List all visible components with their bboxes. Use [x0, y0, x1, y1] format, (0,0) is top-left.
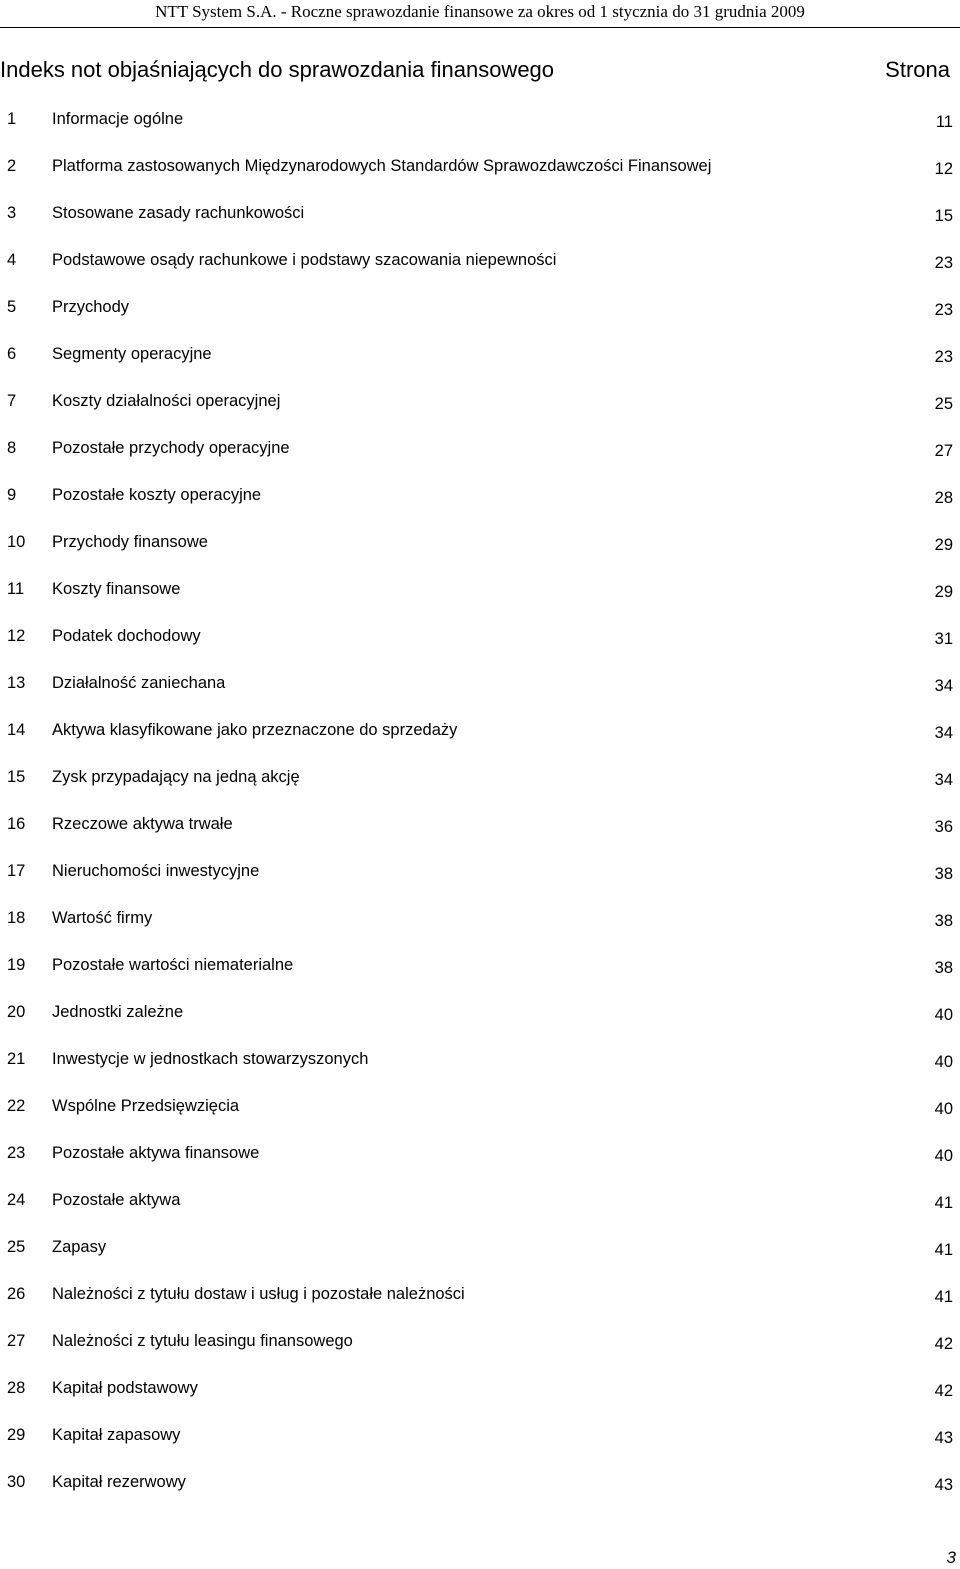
note-title: Kapitał podstawowy	[52, 1379, 198, 1397]
note-title: Przychody	[52, 298, 130, 316]
note-page-number: 40	[934, 1053, 953, 1071]
index-row[interactable]	[0, 671, 960, 718]
note-title: Działalność zaniechana	[52, 674, 226, 692]
index-row[interactable]	[0, 812, 960, 859]
note-number: 27	[7, 1332, 26, 1350]
note-title: Zysk przypadający na jedną akcję	[52, 768, 300, 786]
note-page-number: 23	[934, 301, 953, 319]
note-page-number: 34	[934, 724, 953, 742]
note-page-number: 15	[934, 207, 953, 225]
index-row[interactable]	[0, 154, 960, 201]
index-row[interactable]	[0, 1047, 960, 1094]
note-title: Platforma zastosowanych Międzynarodowych Standardów Sprawozdawczości Finansowej	[52, 157, 712, 175]
note-page-number: 40	[934, 1100, 953, 1118]
note-number: 18	[7, 909, 26, 927]
note-page-number: 36	[934, 818, 953, 836]
note-page-number: 12	[934, 160, 953, 178]
note-page-number: 43	[934, 1429, 953, 1447]
index-row[interactable]	[0, 1188, 960, 1235]
note-title: Rzeczowe aktywa trwałe	[52, 815, 233, 833]
note-number: 19	[7, 956, 26, 974]
note-title: Koszty finansowe	[52, 580, 181, 598]
note-title: Inwestycje w jednostkach stowarzyszonych	[52, 1050, 369, 1068]
index-title: Indeks not objaśniających do sprawozdania finansowego	[0, 57, 555, 82]
index-row[interactable]	[0, 859, 960, 906]
index-row[interactable]	[0, 1235, 960, 1282]
note-page-number: 41	[934, 1194, 953, 1212]
note-number: 15	[7, 768, 26, 786]
index-row[interactable]	[0, 342, 960, 389]
note-page-number: 42	[934, 1335, 953, 1353]
note-page-number: 40	[934, 1006, 953, 1024]
note-page-number: 29	[934, 536, 953, 554]
note-page-number: 29	[934, 583, 953, 601]
note-number: 29	[7, 1426, 26, 1444]
note-number: 28	[7, 1379, 26, 1397]
note-number: 16	[7, 815, 26, 833]
note-title: Pozostałe aktywa	[52, 1191, 181, 1209]
note-page-number: 38	[934, 912, 953, 930]
note-number: 24	[7, 1191, 26, 1209]
note-page-number: 41	[934, 1241, 953, 1259]
note-title: Kapitał rezerwowy	[52, 1473, 186, 1491]
note-title: Informacje ogólne	[52, 110, 184, 128]
note-page-number: 42	[934, 1382, 953, 1400]
note-title: Należności z tytułu dostaw i usług i pozostałe należności	[52, 1285, 465, 1303]
index-row[interactable]	[0, 1141, 960, 1188]
note-number: 10	[7, 533, 26, 551]
index-row[interactable]	[0, 107, 960, 154]
note-title: Pozostałe koszty operacyjne	[52, 486, 262, 504]
note-title: Pozostałe wartości niematerialne	[52, 956, 294, 974]
index-row[interactable]	[0, 201, 960, 248]
note-page-number: 34	[934, 771, 953, 789]
note-number: 22	[7, 1097, 26, 1115]
note-title: Wspólne Przedsięwzięcia	[52, 1097, 240, 1115]
note-page-number: 38	[934, 865, 953, 883]
note-number: 4	[7, 251, 17, 269]
note-number: 20	[7, 1003, 26, 1021]
header-rule	[0, 27, 960, 28]
note-title: Stosowane zasady rachunkowości	[52, 204, 305, 222]
note-page-number: 40	[934, 1147, 953, 1165]
note-number: 1	[7, 110, 17, 128]
note-page-number: 34	[934, 677, 953, 695]
page-number: 3	[946, 1548, 956, 1567]
note-title: Jednostki zależne	[52, 1003, 184, 1021]
note-number: 11	[7, 580, 25, 598]
note-title: Koszty działalności operacyjnej	[52, 392, 281, 410]
index-row[interactable]	[0, 483, 960, 530]
note-title: Wartość firmy	[52, 909, 153, 927]
note-title: Segmenty operacyjne	[52, 345, 212, 363]
note-number: 9	[7, 486, 17, 504]
note-page-number: 11	[935, 113, 953, 131]
index-row[interactable]	[0, 1000, 960, 1047]
index-row[interactable]	[0, 718, 960, 765]
note-number: 17	[7, 862, 26, 880]
index-row[interactable]	[0, 1282, 960, 1329]
index-row[interactable]	[0, 1376, 960, 1423]
index-row[interactable]	[0, 248, 960, 295]
note-page-number: 27	[934, 442, 953, 460]
note-number: 14	[7, 721, 26, 739]
note-title: Podstawowe osądy rachunkowe i podstawy szacowania niepewności	[52, 251, 557, 269]
note-number: 30	[7, 1473, 26, 1491]
note-title: Przychody finansowe	[52, 533, 208, 551]
note-number: 7	[7, 392, 17, 410]
page-column-title: Strona	[885, 57, 950, 82]
index-row[interactable]	[0, 1423, 960, 1470]
note-title: Należności z tytułu leasingu finansowego	[52, 1332, 353, 1350]
index-row[interactable]	[0, 389, 960, 436]
note-title: Pozostałe przychody operacyjne	[52, 439, 290, 457]
note-title: Pozostałe aktywa finansowe	[52, 1144, 260, 1162]
note-page-number: 28	[934, 489, 953, 507]
index-row[interactable]	[0, 295, 960, 342]
running-header: NTT System S.A. - Roczne sprawozdanie finansowe za okres od 1 stycznia do 31 grudnia 2009	[155, 2, 805, 21]
note-number: 3	[7, 204, 17, 222]
index-row[interactable]	[0, 530, 960, 577]
index-row[interactable]	[0, 906, 960, 953]
note-title: Podatek dochodowy	[52, 627, 201, 645]
note-page-number: 25	[934, 395, 953, 413]
note-number: 8	[7, 439, 17, 457]
note-page-number: 43	[934, 1476, 953, 1494]
note-number: 5	[7, 298, 17, 316]
notes-index-list	[0, 107, 960, 1517]
note-page-number: 31	[934, 630, 953, 648]
index-row[interactable]	[0, 953, 960, 1000]
index-row[interactable]	[0, 1094, 960, 1141]
index-row[interactable]	[0, 1329, 960, 1376]
index-row[interactable]	[0, 577, 960, 624]
note-number: 6	[7, 345, 17, 363]
note-number: 2	[7, 157, 17, 175]
index-row[interactable]	[0, 624, 960, 671]
note-page-number: 41	[934, 1288, 953, 1306]
note-page-number: 23	[934, 348, 953, 366]
index-row[interactable]	[0, 765, 960, 812]
note-number: 23	[7, 1144, 26, 1162]
index-row[interactable]	[0, 1470, 960, 1517]
note-page-number: 23	[934, 254, 953, 272]
note-number: 25	[7, 1238, 26, 1256]
note-title: Nieruchomości inwestycyjne	[52, 862, 260, 880]
note-number: 21	[7, 1050, 26, 1068]
note-number: 13	[7, 674, 26, 692]
note-number: 26	[7, 1285, 26, 1303]
note-title: Zapasy	[52, 1238, 107, 1256]
note-page-number: 38	[934, 959, 953, 977]
note-title: Aktywa klasyfikowane jako przeznaczone do sprzedaży	[52, 721, 458, 739]
note-number: 12	[7, 627, 26, 645]
index-row[interactable]	[0, 436, 960, 483]
note-title: Kapitał zapasowy	[52, 1426, 181, 1444]
